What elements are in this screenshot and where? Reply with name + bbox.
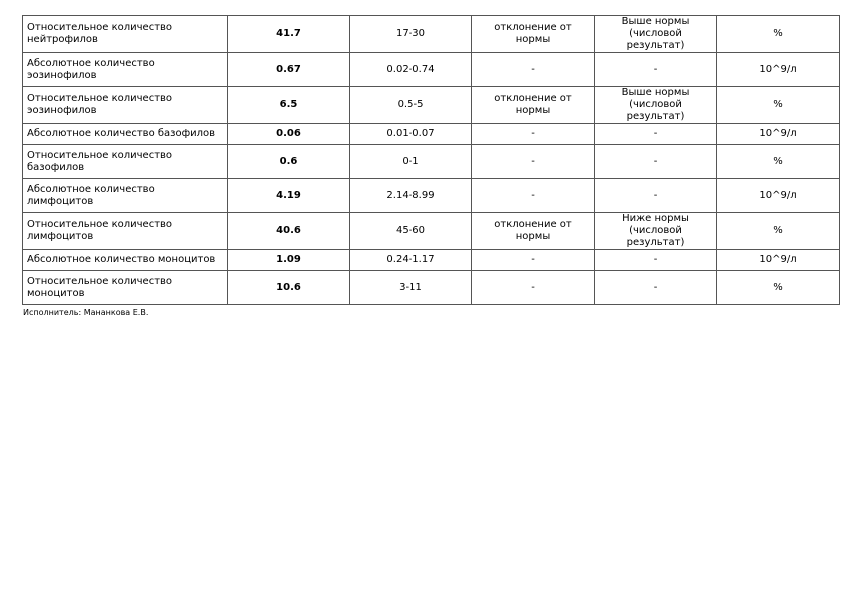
unit: 10^9/л [717,53,840,87]
table-row [23,213,840,250]
test-name: Относительное количество эозинофилов [23,87,228,124]
test-value: 40.6 [228,213,350,250]
unit: % [717,271,840,305]
test-name: Относительное количество базофилов [23,145,228,179]
test-value: 1.09 [228,250,350,271]
deviation-flag: отклонение от нормы [472,213,595,250]
deviation-flag: отклонение от нормы [472,16,595,53]
result-comment: Выше нормы (числовой результат) [595,87,717,124]
test-value: 6.5 [228,87,350,124]
result-comment: - [595,179,717,213]
table-row [23,250,840,271]
test-name: Абсолютное количество лимфоцитов [23,179,228,213]
test-name: Абсолютное количество моноцитов [23,250,228,271]
result-comment: Выше нормы (числовой результат) [595,16,717,53]
performer-note: Исполнитель: Манaнкова Е.В. [23,308,149,317]
reference-range: 17-30 [350,16,472,53]
test-value: 0.6 [228,145,350,179]
test-value: 0.67 [228,53,350,87]
reference-range: 0.24-1.17 [350,250,472,271]
result-comment: - [595,250,717,271]
unit: 10^9/л [717,124,840,145]
table-row [23,145,840,179]
test-name: Относительное количество лимфоцитов [23,213,228,250]
table-row [23,271,840,305]
test-name: Абсолютное количество базофилов [23,124,228,145]
test-value: 10.6 [228,271,350,305]
unit: 10^9/л [717,250,840,271]
test-name: Относительное количество нейтрофилов [23,16,228,53]
table-row [23,179,840,213]
reference-range: 0.01-0.07 [350,124,472,145]
deviation-flag: - [472,271,595,305]
deviation-flag: отклонение от нормы [472,87,595,124]
deviation-flag: - [472,179,595,213]
reference-range: 2.14-8.99 [350,179,472,213]
reference-range: 0.5-5 [350,87,472,124]
test-value: 0.06 [228,124,350,145]
result-comment: - [595,53,717,87]
table-row [23,16,840,53]
unit: % [717,87,840,124]
test-name: Абсолютное количество эозинофилов [23,53,228,87]
table-row [23,87,840,124]
deviation-flag: - [472,53,595,87]
unit: % [717,145,840,179]
result-comment: - [595,145,717,179]
unit: 10^9/л [717,179,840,213]
result-comment: - [595,124,717,145]
deviation-flag: - [472,145,595,179]
reference-range: 0.02-0.74 [350,53,472,87]
unit: % [717,213,840,250]
unit: % [717,16,840,53]
lab-results-table [22,15,840,305]
test-value: 41.7 [228,16,350,53]
reference-range: 45-60 [350,213,472,250]
test-name: Относительное количество моноцитов [23,271,228,305]
test-value: 4.19 [228,179,350,213]
table-row [23,124,840,145]
reference-range: 0-1 [350,145,472,179]
deviation-flag: - [472,124,595,145]
deviation-flag: - [472,250,595,271]
result-comment: - [595,271,717,305]
reference-range: 3-11 [350,271,472,305]
table-row [23,53,840,87]
result-comment: Ниже нормы (числовой результат) [595,213,717,250]
